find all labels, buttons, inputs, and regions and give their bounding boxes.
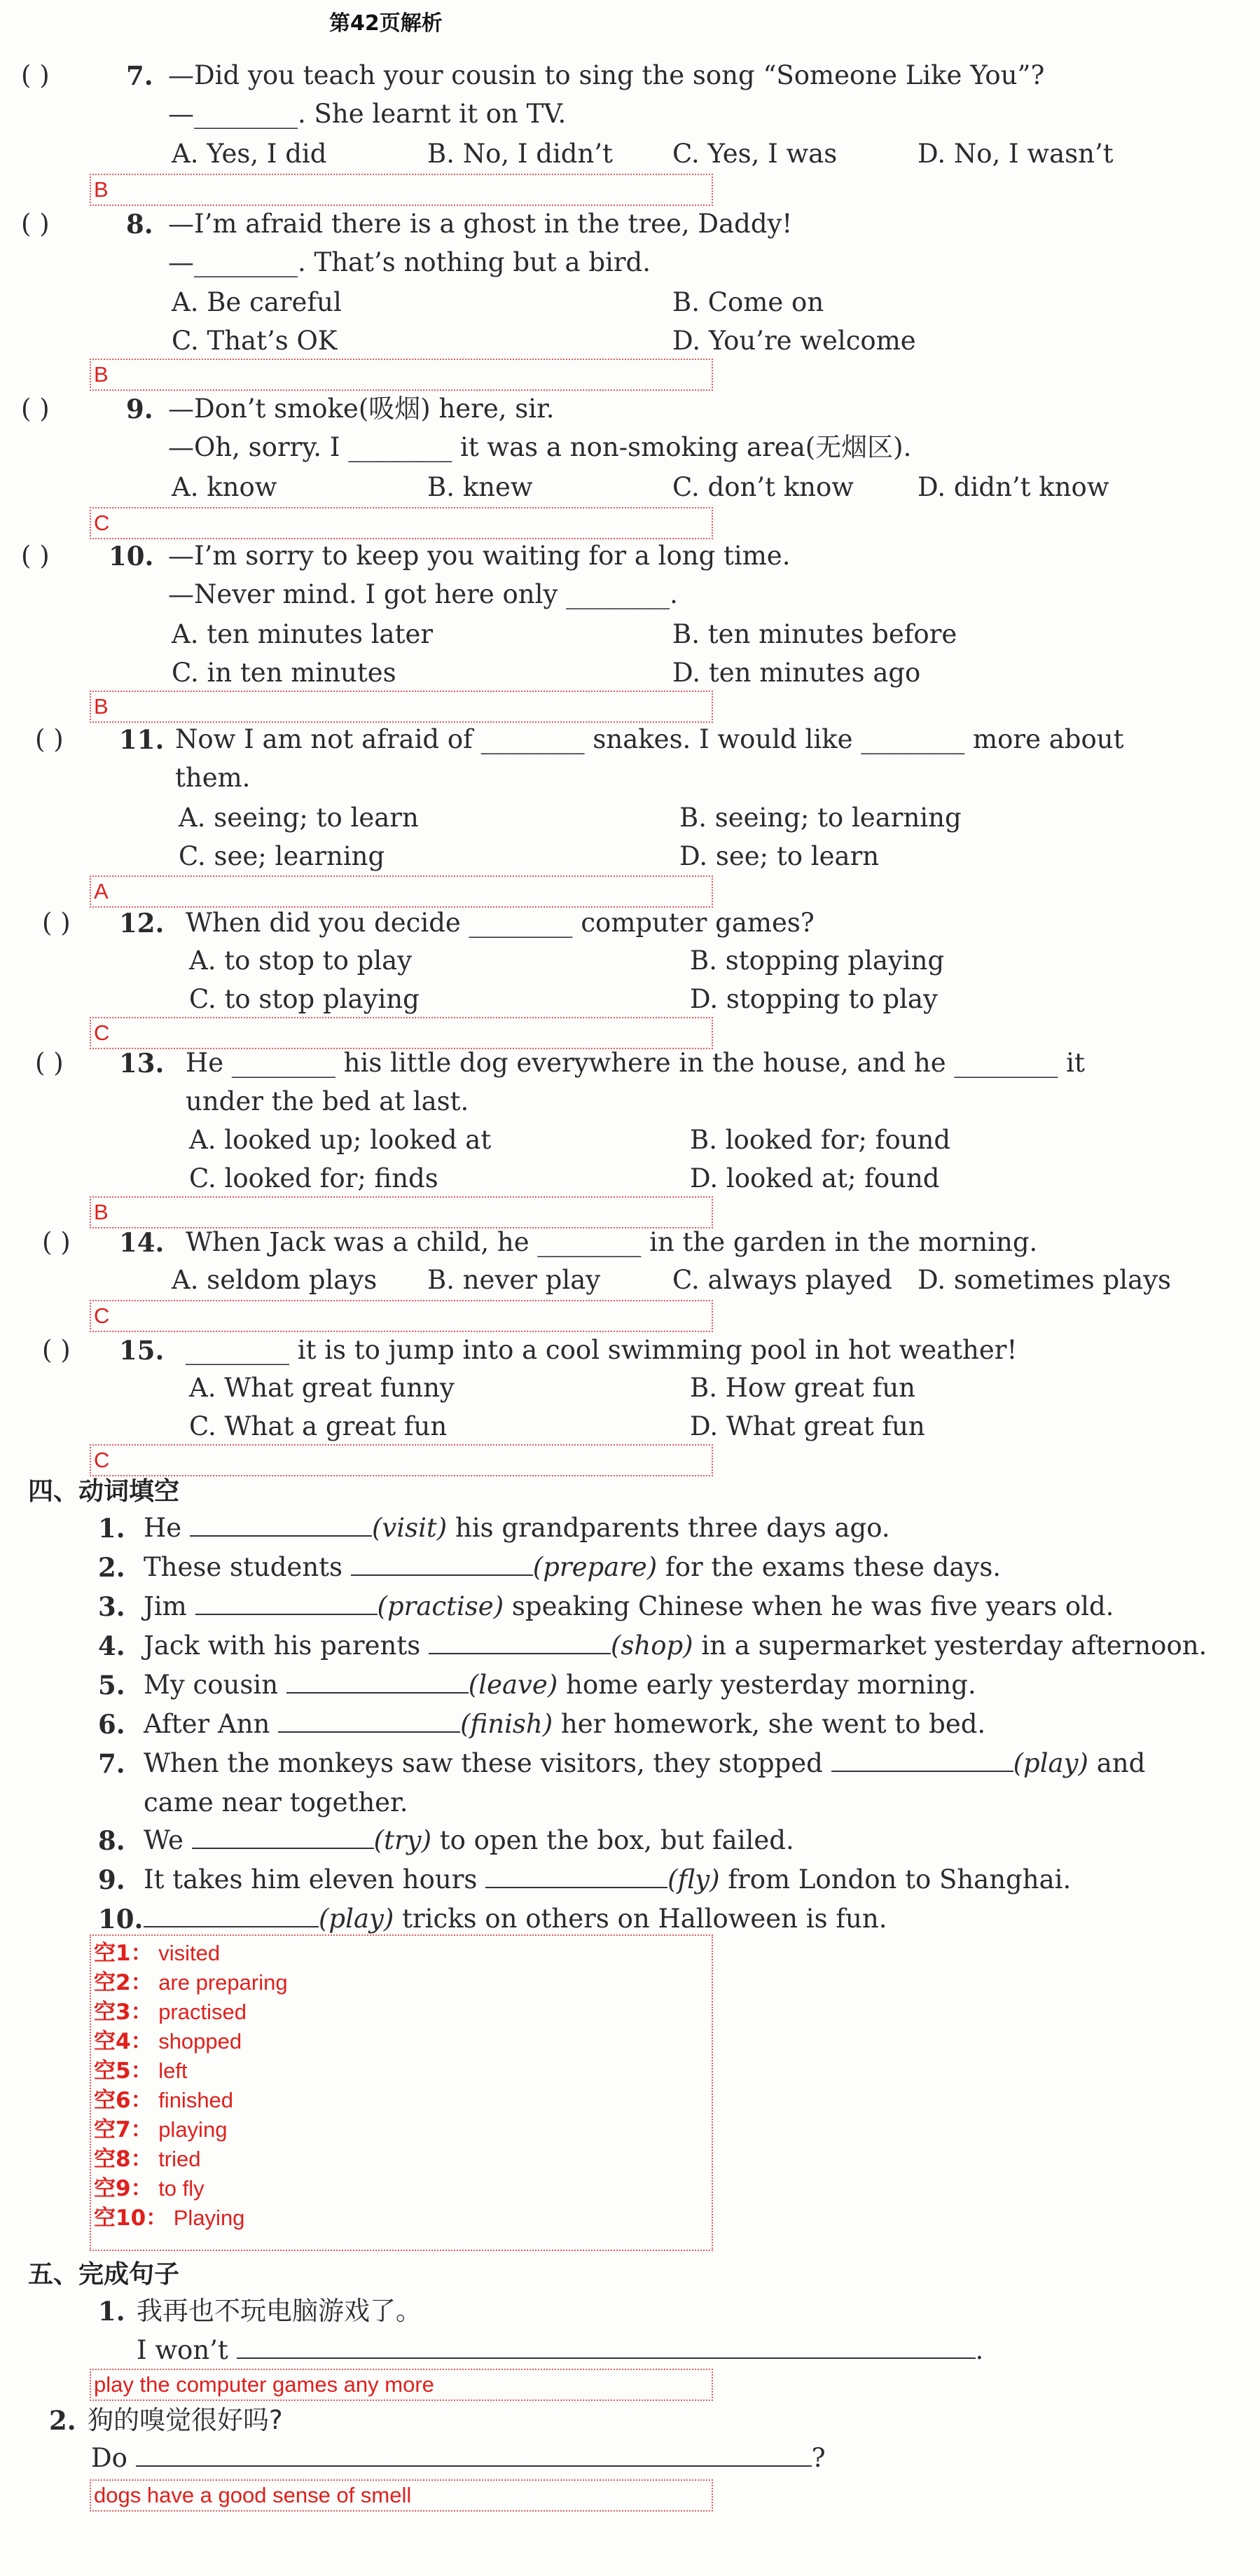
verb-hint: (practise): [377, 1591, 512, 1621]
question-number: 11.: [119, 724, 165, 755]
question-text: —________. That’s nothing but a bird.: [168, 247, 651, 277]
option: D. ten minutes ago: [672, 658, 921, 688]
answer-line: [94, 2145, 712, 2174]
blank-input[interactable]: [190, 1511, 372, 1537]
section-title: 四、动词填空: [28, 1477, 180, 1506]
question-text: ________ it is to jump into a cool swimming pool in hot weather!: [186, 1335, 1018, 1365]
fill-blank-line: [144, 1590, 1114, 1623]
verb-hint: (finish): [460, 1709, 561, 1739]
sentence-prefix: Do: [91, 2443, 136, 2473]
option: A. know: [172, 472, 277, 502]
option: A. seeing; to learn: [179, 803, 419, 833]
answer-box: [90, 1444, 713, 1476]
blank-input[interactable]: [136, 2442, 812, 2467]
question-number: 10.: [109, 541, 154, 572]
sentence-part: for the exams these days.: [665, 1552, 1002, 1582]
answer-text: play the computer games any more: [94, 2372, 434, 2397]
blank-input[interactable]: [429, 1629, 611, 1654]
option: D. didn’t know: [918, 472, 1109, 502]
verb-hint: (fly): [667, 1864, 728, 1895]
answer-bracket: ( ): [21, 209, 50, 239]
answer-key: 空2：: [94, 1970, 153, 1995]
sentence-part: These students: [144, 1552, 351, 1582]
fill-blank-line: [144, 1747, 1145, 1780]
sentence-part: in a supermarket yesterday afternoon.: [701, 1630, 1207, 1661]
question-text: —I’m sorry to keep you waiting for a long time.: [168, 541, 791, 571]
blank-input[interactable]: [192, 1824, 374, 1849]
answer-box: [90, 1934, 713, 2251]
option: A. seldom plays: [172, 1265, 378, 1295]
answer-key: 空5：: [94, 2058, 153, 2084]
answer-bracket: ( ): [21, 394, 50, 424]
option: B. seeing; to learning: [679, 803, 962, 833]
blank-input[interactable]: [351, 1551, 533, 1576]
verb-hint: (prepare): [532, 1552, 665, 1582]
item-number: 4.: [98, 1630, 125, 1661]
sentence-part: home early yesterday morning.: [566, 1670, 976, 1700]
answer-box: [90, 875, 713, 908]
answer-line: [94, 2203, 712, 2233]
answer-text: B: [94, 694, 109, 719]
answer-value: finished: [152, 2088, 234, 2112]
fill-blank-line: [144, 1629, 1207, 1663]
answer-value: playing: [152, 2117, 228, 2142]
sentence-part: his grandparents three days ago.: [455, 1513, 890, 1543]
answer-box: [90, 1300, 713, 1332]
option: A. to stop to play: [189, 946, 413, 976]
answer-value: are preparing: [152, 1970, 288, 1995]
sentence-part: speaking Chinese when he was five years old.: [511, 1591, 1114, 1621]
blank-input[interactable]: [237, 2334, 976, 2359]
sentence-part: We: [144, 1825, 192, 1855]
answer-text: A: [94, 879, 109, 903]
option: C. What a great fun: [189, 1411, 448, 1441]
item-number: 2.: [49, 2405, 76, 2436]
blank-input[interactable]: [485, 1863, 667, 1888]
question-text: —Oh, sorry. I ________ it was a non-smoking area(无烟区).: [168, 432, 912, 462]
sentence-suffix: .: [975, 2335, 984, 2365]
question-number: 7.: [126, 60, 153, 91]
answer-text: C: [94, 1448, 110, 1472]
sentence-part: Jack with his parents: [144, 1630, 429, 1661]
option: B. ten minutes before: [672, 619, 957, 649]
answer-value: Playing: [167, 2205, 245, 2230]
verb-hint: (play): [319, 1904, 403, 1934]
option: A. Yes, I did: [172, 139, 327, 169]
answer-line: [94, 1968, 712, 1997]
section-title: 五、完成句子: [28, 2260, 180, 2289]
sentence-prefix: I won’t: [137, 2335, 237, 2365]
option: B. stopping playing: [690, 946, 945, 976]
answer-value: practised: [152, 2000, 247, 2024]
fill-blank-line: [144, 1551, 1001, 1584]
answer-box: [90, 507, 713, 539]
verb-hint: (shop): [610, 1630, 702, 1661]
option: B. never play: [427, 1265, 601, 1295]
option: D. You’re welcome: [672, 326, 916, 356]
question-text: Now I am not afraid of ________ snakes. I would like ________ more about: [175, 724, 1124, 754]
sentence-continuation: came near together.: [144, 1787, 408, 1817]
answer-box: [90, 1017, 713, 1049]
sentence-part: When the monkeys saw these visitors, they stopped: [144, 1748, 831, 1778]
answer-bracket: ( ): [42, 1335, 71, 1365]
blank-input[interactable]: [831, 1747, 1013, 1772]
option: B. How great fun: [690, 1373, 915, 1403]
option: C. in ten minutes: [172, 658, 396, 688]
item-number: 6.: [98, 1709, 125, 1740]
option: A. What great funny: [189, 1373, 455, 1403]
option: D. looked at; found: [690, 1163, 940, 1193]
sentence-part: Jim: [144, 1591, 195, 1621]
answer-bracket: ( ): [35, 724, 64, 754]
option: B. Come on: [672, 287, 824, 317]
question-text: —Did you teach your cousin to sing the song “Someone Like You”?: [168, 60, 1045, 90]
answer-key: 空8：: [94, 2147, 153, 2172]
answer-text: dogs have a good sense of smell: [94, 2483, 412, 2507]
sentence-part: My cousin: [144, 1670, 286, 1700]
answer-bracket: ( ): [21, 541, 50, 571]
option: B. looked for; found: [690, 1125, 951, 1155]
sentence-line: [91, 2442, 826, 2475]
fill-blank-line: [144, 1708, 985, 1741]
sentence-part: He: [144, 1513, 190, 1543]
answer-key: 空4：: [94, 2029, 153, 2054]
blank-input[interactable]: [286, 1668, 469, 1694]
option: B. No, I didn’t: [427, 139, 613, 169]
answer-bracket: ( ): [42, 1227, 71, 1257]
fill-blank-line: [144, 1824, 794, 1857]
answer-key: 空6：: [94, 2088, 153, 2113]
chinese-prompt: 我再也不玩电脑游戏了。: [137, 2296, 422, 2326]
item-number: 10.: [98, 1904, 144, 1934]
item-number: 2.: [98, 1552, 125, 1583]
answer-line: [94, 2115, 712, 2145]
question-number: 15.: [119, 1335, 165, 1366]
item-number: 3.: [98, 1591, 125, 1622]
answer-bracket: ( ): [35, 1048, 64, 1078]
answer-line: [94, 2086, 712, 2115]
item-number: 5.: [98, 1670, 125, 1701]
answer-text: B: [94, 1200, 109, 1224]
answer-box: [90, 1196, 713, 1228]
item-number: 1.: [98, 2296, 125, 2327]
answer-line: [94, 2056, 712, 2086]
fill-blank-line: [144, 1668, 976, 1702]
answer-text: B: [94, 177, 109, 202]
question-number: 13.: [119, 1048, 165, 1079]
option: B. knew: [427, 472, 533, 502]
question-number: 12.: [119, 908, 165, 939]
verb-hint: (try): [373, 1825, 440, 1855]
verb-hint: (visit): [371, 1513, 455, 1543]
answer-line: [94, 1997, 712, 2027]
answer-value: left: [152, 2058, 188, 2083]
question-text: —________. She learnt it on TV.: [168, 99, 567, 129]
question-text: —I’m afraid there is a ghost in the tree, Daddy!: [168, 209, 793, 239]
answer-key: 空7：: [94, 2117, 153, 2142]
answer-line: [94, 2027, 712, 2056]
option: C. to stop playing: [189, 984, 420, 1014]
answer-key: 空1：: [94, 1941, 153, 1966]
question-text: When Jack was a child, he ________ in the garden in the morning.: [186, 1227, 1038, 1257]
question-text: He ________ his little dog everywhere in the house, and he ________ it: [186, 1048, 1085, 1078]
verb-hint: (play): [1013, 1748, 1097, 1778]
option: D. see; to learn: [679, 841, 880, 871]
answer-value: tried: [152, 2147, 201, 2171]
sentence-line: [137, 2334, 983, 2367]
answer-key: 空10：: [94, 2205, 168, 2231]
option: A. ten minutes later: [172, 619, 434, 649]
item-number: 7.: [98, 1748, 125, 1779]
sentence-part: to open the box, but failed.: [439, 1825, 794, 1855]
option: C. always played: [672, 1265, 892, 1295]
blank-input[interactable]: [195, 1590, 378, 1615]
option: D. stopping to play: [690, 984, 938, 1014]
answer-line: [94, 2174, 712, 2203]
verb-hint: (leave): [468, 1670, 567, 1700]
option: C. looked for; finds: [189, 1163, 438, 1193]
option: D. sometimes plays: [918, 1265, 1172, 1295]
fill-blank-line: [144, 1863, 1071, 1897]
answer-box: [90, 691, 713, 723]
blank-input[interactable]: [144, 1902, 319, 1927]
answer-value: visited: [152, 1941, 221, 1965]
option: C. Yes, I was: [672, 139, 838, 169]
item-number: 8.: [98, 1825, 125, 1856]
page-title: 第42页解析: [329, 11, 443, 36]
question-text: under the bed at last.: [186, 1086, 469, 1116]
sentence-part: and: [1096, 1748, 1146, 1778]
option: C. don’t know: [672, 472, 854, 502]
answer-bracket: ( ): [21, 60, 50, 90]
question-text: them.: [175, 763, 251, 793]
answer-box: [90, 359, 713, 391]
answer-bracket: ( ): [42, 908, 71, 938]
answer-box: [90, 2369, 713, 2401]
sentence-part: After Ann: [144, 1709, 279, 1739]
question-text: —Never mind. I got here only ________.: [168, 579, 678, 609]
question-number: 14.: [119, 1227, 165, 1258]
answer-value: to fly: [152, 2176, 205, 2201]
sentence-part: It takes him eleven hours: [144, 1864, 486, 1895]
answer-text: C: [94, 1303, 110, 1328]
answer-key: 空3：: [94, 2000, 153, 2025]
fill-blank-line: [144, 1902, 887, 1936]
item-number: 1.: [98, 1513, 125, 1544]
answer-box: [90, 174, 713, 206]
sentence-suffix: ?: [811, 2443, 826, 2473]
question-number: 8.: [126, 209, 153, 240]
answer-box: [90, 2479, 713, 2512]
question-text: —Don’t smoke(吸烟) here, sir.: [168, 394, 555, 424]
answer-text: C: [94, 511, 110, 535]
question-number: 9.: [126, 394, 153, 424]
option: C. see; learning: [179, 841, 385, 871]
option: D. No, I wasn’t: [918, 139, 1114, 169]
sentence-part: her homework, she went to bed.: [560, 1709, 986, 1739]
item-number: 9.: [98, 1864, 125, 1895]
sentence-part: from London to Shanghai.: [728, 1864, 1072, 1895]
chinese-prompt: 狗的嗅觉很好吗?: [88, 2405, 283, 2435]
question-text: When did you decide ________ computer games?: [186, 908, 815, 938]
answer-line: [94, 1939, 712, 1968]
answer-key: 空9：: [94, 2176, 153, 2201]
answer-text: B: [94, 362, 109, 387]
fill-blank-line: [144, 1511, 890, 1545]
option: A. looked up; looked at: [189, 1125, 492, 1155]
answer-value: shopped: [152, 2029, 242, 2054]
sentence-part: tricks on others on Halloween is fun.: [402, 1904, 887, 1934]
option: D. What great fun: [690, 1411, 925, 1441]
answer-text: C: [94, 1020, 110, 1045]
option: A. Be careful: [172, 287, 342, 317]
option: C. That’s OK: [172, 326, 338, 356]
blank-input[interactable]: [278, 1708, 460, 1733]
